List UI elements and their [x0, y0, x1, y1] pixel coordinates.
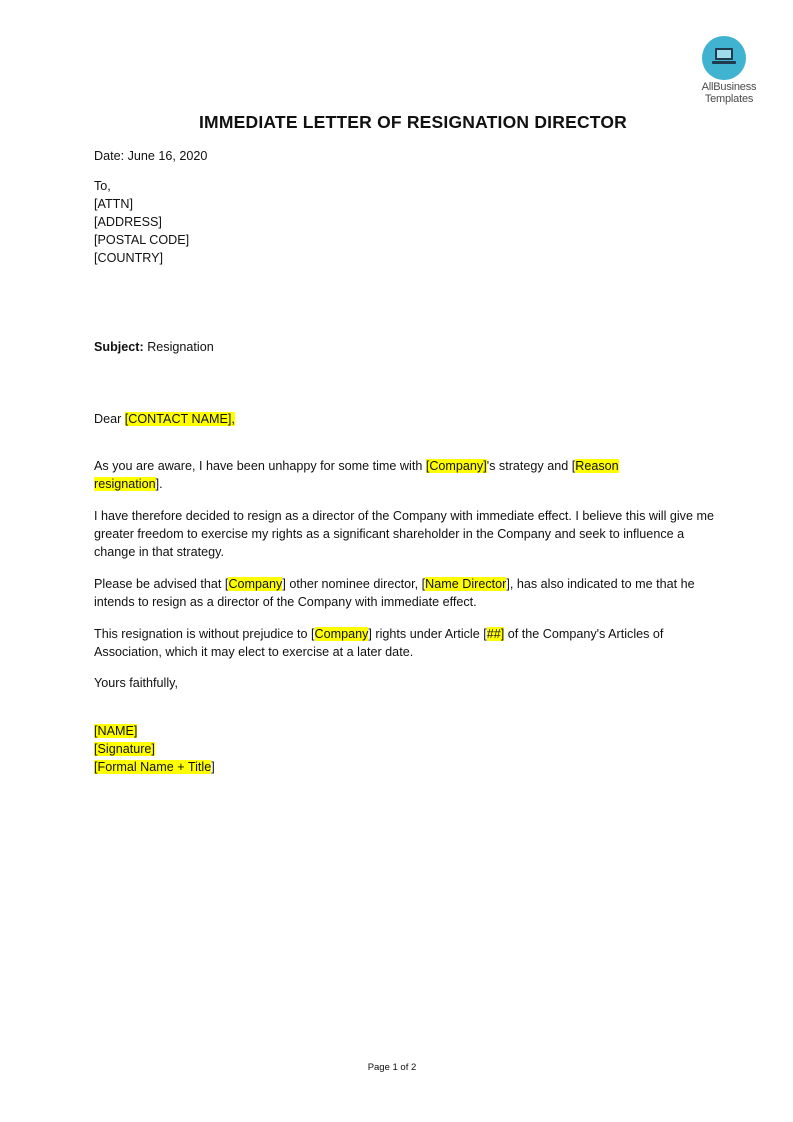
address-country: [COUNTRY] — [94, 251, 164, 265]
company-placeholder: Company — [228, 577, 283, 591]
subject-value: Resignation — [147, 340, 214, 354]
para1-text3: ]. — [155, 477, 163, 491]
document-title: IMMEDIATE LETTER OF RESIGNATION DIRECTOR — [199, 112, 627, 132]
para1-text1: As you are aware, I have been unhappy for some time with — [94, 459, 426, 473]
para4-text1: This resignation is without prejudice to [ — [94, 627, 315, 641]
name-director-placeholder: Name Director — [425, 577, 507, 591]
paragraph-2: I have therefore decided to resign as a director of the Company with immediate effect. I believe this will give me greater freedom to exercise my rights as a significant shareholder in the Company and seek to influence a change in that strategy. — [94, 509, 714, 559]
paragraph-3 — [94, 575, 714, 611]
logo-brand-line1: AllBusiness — [701, 81, 757, 93]
formal-name-end: ] — [211, 760, 215, 774]
brand-logo — [690, 36, 768, 108]
paragraph-1 — [94, 457, 664, 493]
greeting — [94, 410, 714, 428]
subject-label: Subject: — [94, 340, 144, 354]
reason-placeholder: Reason resignation — [94, 459, 619, 491]
company-placeholder: Company — [314, 627, 369, 641]
para3-text3: ], has also indicated to me that he intends to resign as a director of the Company with immediate effect. — [94, 577, 695, 609]
address-street: [ADDRESS] — [94, 215, 162, 229]
para4-text3: of the Company's Articles of Association, which it may elect to exercise at a later date. — [94, 627, 664, 659]
paragraph-4 — [94, 625, 714, 661]
formal-name-placeholder: [Formal Name + Title — [94, 760, 212, 774]
para3-text1: Please be advised that [ — [94, 577, 229, 591]
address-attn: [ATTN] — [94, 197, 133, 211]
article-placeholder: ##] — [486, 627, 505, 641]
para3-text2: ] other nominee director, [ — [282, 577, 426, 591]
signature-placeholder: [Signature] — [94, 742, 155, 756]
address-postal-code: [POSTAL CODE] — [94, 233, 190, 247]
greeting-dear: Dear — [94, 412, 125, 426]
contact-name-placeholder: [CONTACT NAME], — [124, 412, 235, 426]
recipient-address — [94, 177, 714, 267]
name-placeholder: [NAME] — [94, 724, 138, 738]
logo-brand-line2: Templates — [704, 93, 754, 105]
date-line: Date: June 16, 2020 — [94, 149, 208, 163]
signature-block — [94, 722, 714, 776]
company-placeholder: [Company] — [425, 459, 487, 473]
subject-line — [94, 338, 714, 356]
para4-text2: ] rights under Article [ — [368, 627, 487, 641]
laptop-icon — [710, 46, 738, 68]
page-number: Page 1 of 2 — [367, 1062, 417, 1073]
closing: Yours faithfully, — [94, 676, 179, 690]
address-to: To, — [94, 179, 111, 193]
para1-text2: 's strategy and [ — [486, 459, 576, 473]
logo-circle — [702, 36, 746, 80]
